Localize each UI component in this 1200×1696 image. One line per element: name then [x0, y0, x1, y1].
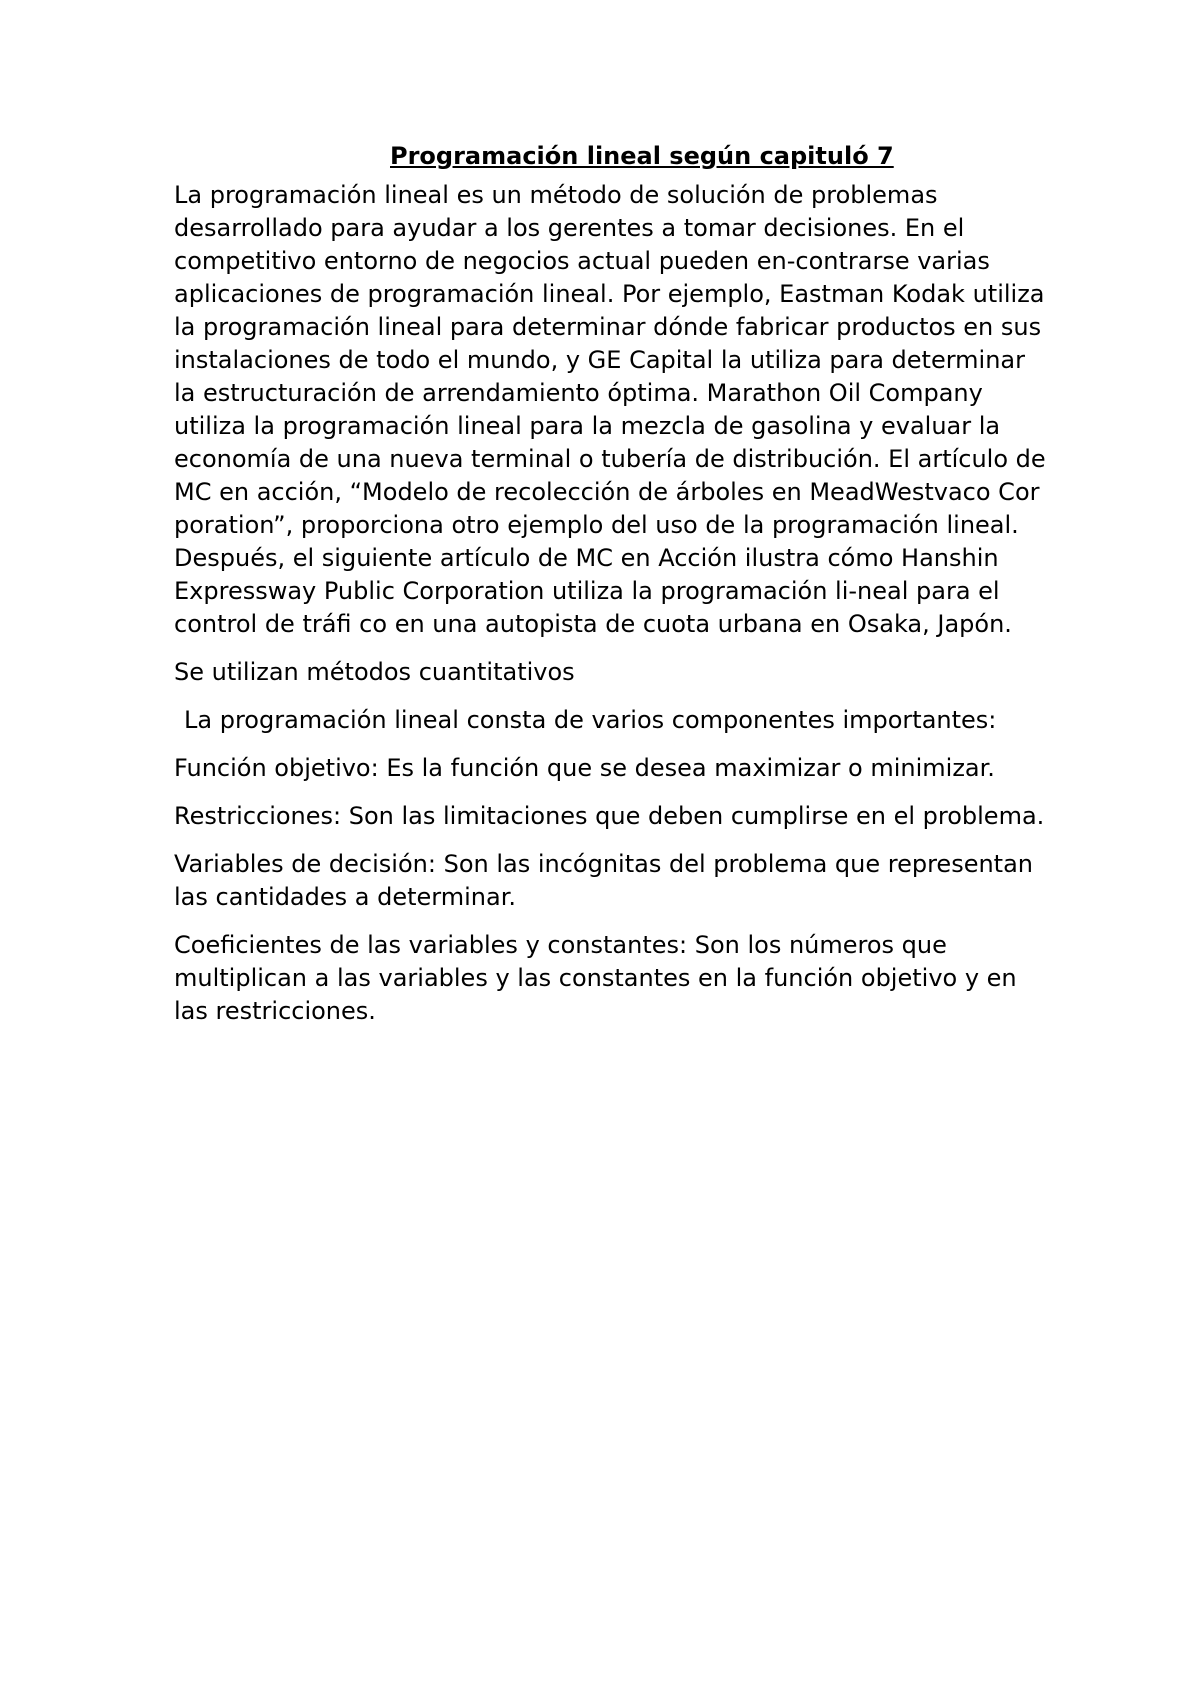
paragraph-components-intro: La programación lineal consta de varios componentes importantes: — [184, 706, 997, 734]
paragraph-decision-variables: Variables de decisión: Son las incógnitas del problema que representan las cantidades a determinar. — [174, 850, 1033, 911]
document-title: Programación lineal según capituló 7 — [390, 142, 894, 170]
paragraph-intro: La programación lineal es un método de solución de problemas desarrollado para ayudar a los gerentes a tomar decisiones. En el competitivo entorno de negocios actual pueden en-contrarse varias aplicaciones de programación lineal. Por ejemplo, Eastman Kodak utiliza la programación lineal para determinar dónde fabricar productos en sus instalaciones de todo el mundo, y GE Capital la utiliza para determinar la estructuración de arrendamiento óptima. Marathon Oil Company utiliza la programación lineal para la mezcla de gasolina y evaluar la economía de una nueva terminal o tubería de distribución. El artículo de MC en acción, “Modelo de recolección de árboles en MeadWestvaco Cor poration”, proporciona otro ejemplo del uso de la programación lineal. Después, el siguiente artículo de MC en Acción ilustra cómo Hanshin Expressway Public Corporation utiliza la programación li-neal para el control de tráfi co en una autopista de cuota urbana en Osaka, Japón. — [174, 181, 1046, 638]
paragraph-constraints: Restricciones: Son las limitaciones que deben cumplirse en el problema. — [174, 802, 1045, 830]
paragraph-objective-function: Función objetivo: Es la función que se desea maximizar o minimizar. — [174, 754, 995, 782]
paragraph-quantitative-methods: Se utilizan métodos cuantitativos — [174, 658, 575, 686]
document-body — [174, 140, 1050, 1043]
paragraph-coefficients: Coeficientes de las variables y constantes: Son los números que multiplican a las variables y las constantes en la función objetivo y en las restricciones. — [174, 931, 1017, 1025]
